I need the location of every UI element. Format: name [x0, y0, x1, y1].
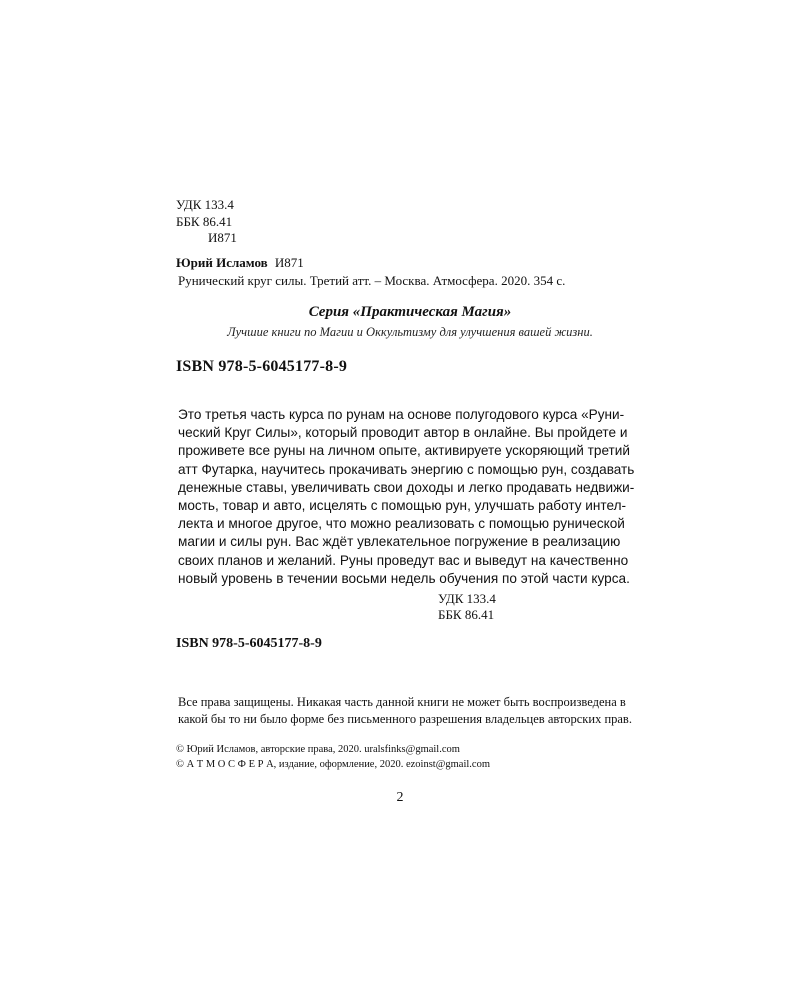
abstract-line: ческий Круг Силы», который проводит автор в онлайне. Вы пройдете и — [178, 425, 628, 441]
abstract-line: своих планов и желаний. Руны проведут вас и выведут на качественно — [178, 552, 629, 568]
copyright-line: © Юрий Исламов, авторские права, 2020. uralsfinks@gmail.com — [176, 744, 460, 755]
isbn-bottom: ISBN 978-5-6045177-8-9 — [176, 636, 322, 651]
rights-line: Все права защищены. Никакая часть данной книги не может быть воспроизведена в — [178, 695, 626, 709]
bibliographic-description: Рунический круг силы. Третий атт. – Москва. Атмосфера. 2020. 354 с. — [178, 273, 566, 288]
rights-notice — [178, 694, 632, 728]
abstract-line: Это третья часть курса по рунам на основе полугодового курса «Руни- — [178, 407, 625, 422]
bbk-code-bottom: ББК 86.41 — [438, 607, 495, 622]
series-title: Серия «Практическая Магия» — [308, 304, 512, 320]
abstract-line: лекта и многое другое, что можно реализовать с помощью рунической — [178, 516, 625, 532]
abstract — [178, 406, 634, 588]
copyright-block — [176, 742, 490, 772]
author-mark-inline: И871 — [274, 255, 304, 270]
page-number: 2 — [396, 790, 404, 805]
series-subtitle: Лучшие книги по Магии и Оккультизму для улучшения вашей жизни. — [227, 325, 593, 339]
udk-code: УДК 133.4 — [176, 197, 234, 212]
author-mark: И871 — [208, 230, 237, 245]
udk-code-bottom: УДК 133.4 — [438, 591, 496, 606]
abstract-line: денежные ставы, увеличивать свои доходы и легко продавать недвижи- — [178, 479, 635, 495]
abstract-line: новый уровень в течении восьми недель обучения по этой части курса. — [178, 570, 630, 586]
bbk-code: ББК 86.41 — [176, 214, 233, 229]
copyright-line: © А Т М О С Ф Е Р А, издание, оформление, 2020. ezoinst@gmail.com — [176, 759, 490, 770]
author-name: Юрий Исламов — [176, 255, 268, 270]
catalog-heading — [176, 254, 304, 271]
abstract-line: мость, товар и авто, исцелять с помощью рун, улучшать работу интел- — [178, 498, 627, 514]
abstract-line: магии и силы рун. Вас ждёт увлекательное погружение в реализацию — [178, 534, 621, 550]
rights-line: какой бы то ни было форме без письменного разрешения владельцев авторских прав. — [178, 712, 632, 726]
isbn-top: ISBN 978-5-6045177-8-9 — [176, 358, 348, 375]
abstract-line: проживете все руны на личном опыте, активируете ускоряющий третий — [178, 443, 630, 459]
abstract-line: атт Футарка, научитесь прокачивать энергию с помощью рун, создавать — [178, 461, 635, 477]
